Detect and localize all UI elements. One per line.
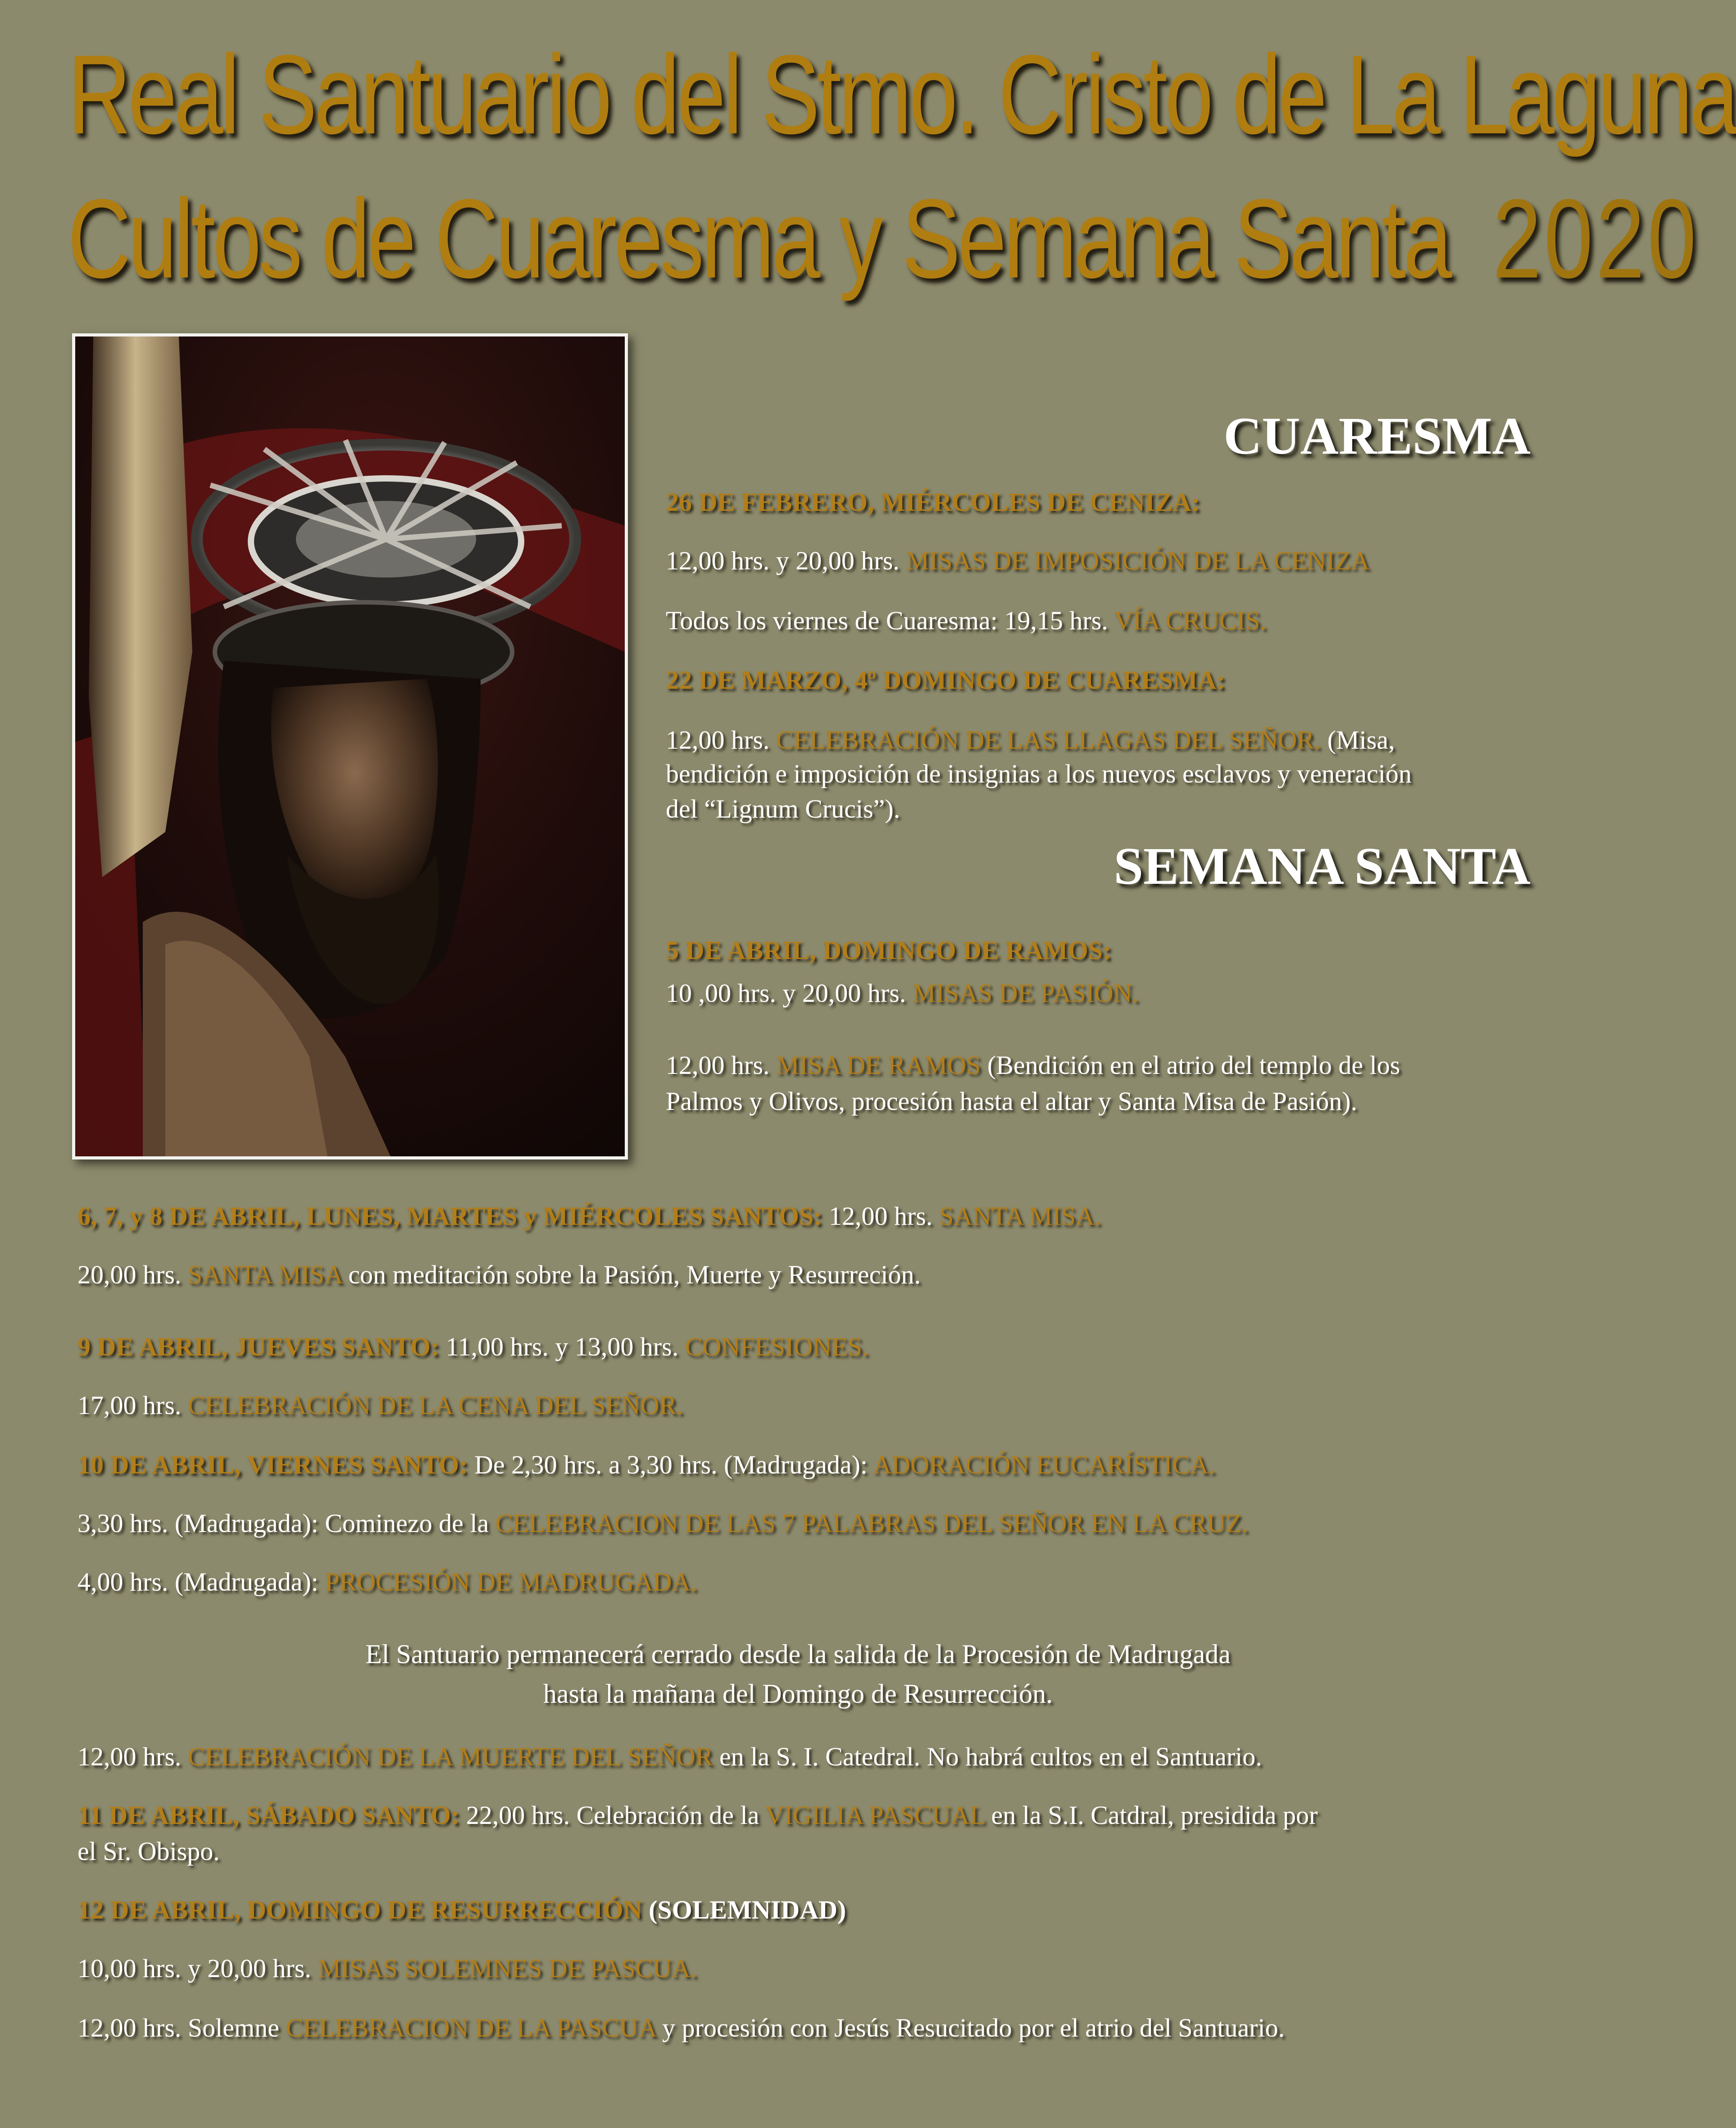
jueves-santo [77,1329,868,1365]
event-name: CONFESIONES. [685,1332,869,1361]
event-date: 12 DE ABRIL, DOMINGO DE RESURRECCIÓN [77,1895,642,1924]
event-time: 12,00 hrs. Solemne [77,2013,286,2042]
event-date: 10 DE ABRIL, VIERNES SANTO: [77,1450,474,1479]
event-time: 22,00 hrs. Celebración de la [466,1801,765,1830]
event-detail: del “Lignum Crucis”). [666,794,900,823]
ramos-date [666,932,1111,969]
event-name: SANTA MISA. [939,1201,1101,1231]
heading-cuaresma: CUARESMA [1223,406,1531,465]
cuaresma-llagas-line-3 [666,791,900,827]
event-name: MISAS DE PASIÓN. [912,978,1139,1008]
notice-line-1: El Santuario permanecerá cerrado desde la salida de la Procesión de Madrugada [365,1639,1231,1669]
domingo-resurreccion [77,1892,846,1928]
event-date: 9 DE ABRIL, JUEVES SANTO: [77,1332,440,1361]
ramos-misa-line-2 [666,1083,1357,1119]
event-time: 12,00 hrs. [666,725,776,755]
event-name: VÍA CRUCIS. [1114,606,1267,635]
cristo-image [75,336,625,1156]
viernes-procesion [77,1564,697,1600]
event-date: 26 DE FEBRERO, MIÉRCOLES DE CENIZA: [666,487,1200,517]
event-name: ADORACIÓN EUCARÍSTICA. [873,1450,1215,1479]
event-time: 12,00 hrs. [666,1050,776,1080]
event-time: 12,00 hrs. [828,1201,939,1231]
cuaresma-via-crucis [666,603,1267,639]
viernes-santo [77,1447,1215,1483]
viernes-palabras [77,1505,1248,1541]
title-line-1: Real Santuario del Stmo. Cristo de La Laguna [68,32,1736,157]
ramos-misa-line-1 [666,1047,1400,1083]
event-date: 5 DE ABRIL, DOMINGO DE RAMOS: [666,936,1112,965]
event-name: MISAS DE IMPOSICIÓN DE LA CENIZA [906,546,1370,575]
event-detail: (SOLEMNIDAD) [642,1895,846,1924]
event-detail: (Misa, [1321,725,1395,755]
domingo-misas [77,1951,697,1987]
title-subtitle: Cultos de Cuaresma y Semana Santa [68,176,1450,301]
event-time: Todos los viernes de Cuaresma: 19,15 hrs. [666,606,1114,635]
event-time: 4,00 hrs. (Madrugada): [77,1567,325,1596]
sabado-santo [77,1797,1318,1833]
event-name: CELEBRACION DE LA PASCUA [286,2013,656,2042]
cuaresma-llagas-line-1 [666,722,1395,758]
event-detail: en la S. I. Catedral. No habrá cultos en el Santuario. [713,1742,1262,1771]
event-detail: Palmos y Olivos, procesión hasta el altar y Santa Misa de Pasión). [666,1087,1358,1116]
event-detail: y procesión con Jesús Resucitado por el atrio del Santuario. [655,2013,1285,2042]
event-name: CELEBRACIÓN DE LA MUERTE DEL SEÑOR [187,1742,713,1771]
event-time: 3,30 hrs. (Madrugada): Cominezo de la [77,1509,495,1538]
event-time: 17,00 hrs. [77,1391,188,1420]
cuaresma-ceniza-masses [666,543,1370,579]
event-detail: el Sr. Obispo. [77,1837,220,1866]
sabado-santo-line-2 [77,1833,220,1869]
event-time: 20,00 hrs. [77,1260,188,1289]
event-detail: con meditación sobre la Pasión, Muerte y Resurreción. [341,1260,921,1289]
event-time: 12,00 hrs. [77,1742,188,1771]
event-name: PROCESIÓN DE MADRUGADA. [325,1567,697,1596]
event-date: 11 DE ABRIL, SÁBADO SANTO: [77,1801,466,1830]
event-name: VIGILIA PASCUAL [765,1801,985,1830]
lunes-martes-miercoles [77,1198,1101,1234]
event-name: CELEBRACIÓN DE LAS LLAGAS DEL SEÑOR. [776,725,1321,755]
event-date: 22 DE MARZO, 4º DOMINGO DE CUARESMA: [666,665,1225,695]
event-name: MISAS SOLEMNES DE PASCUA. [318,1954,697,1983]
title-year: 2020 [1492,176,1700,301]
event-name: CELEBRACION DE LAS 7 PALABRAS DEL SEÑOR EN LA CRUZ. [495,1509,1249,1538]
cuaresma-ceniza-date [666,484,1200,520]
cristo-photo [72,333,628,1159]
event-detail: (Bendición en el atrio del templo de los [981,1050,1400,1080]
domingo-pascua [77,2010,1285,2046]
event-name: CELEBRACIÓN DE LA CENA DEL SEÑOR. [187,1391,683,1420]
event-time: De 2,30 hrs. a 3,30 hrs. (Madrugada): [474,1450,873,1479]
event-detail: en la S.I. Catdral, presidida por [984,1801,1318,1830]
cuaresma-llagas-date [666,662,1225,698]
ramos-masses [666,975,1139,1011]
lunes-evening-mass [77,1257,921,1293]
notice-line-2: hasta la mañana del Domingo de Resurrección. [543,1679,1053,1709]
event-time: 12,00 hrs. y 20,00 hrs. [666,546,906,575]
title-line-2 [68,176,1700,301]
event-time: 10,00 hrs. y 20,00 hrs. [77,1954,318,1983]
jueves-cena [77,1387,683,1423]
event-detail: bendición e imposición de insignias a los nuevos esclavos y veneración [666,759,1412,788]
event-name: SANTA MISA [187,1260,342,1289]
heading-semana-santa: SEMANA SANTA [1113,837,1531,896]
cuaresma-llagas-line-2 [666,756,1412,792]
event-name: MISA DE RAMOS [776,1050,981,1080]
event-time: 10 ,00 hrs. y 20,00 hrs. [666,978,913,1008]
event-time: 11,00 hrs. y 13,00 hrs. [439,1332,685,1361]
event-date: 6, 7, y 8 DE ABRIL, LUNES, MARTES y MIÉRCOLES SANTOS: [77,1201,829,1231]
muerte-senor [77,1739,1262,1775]
title-year-spacer [1449,176,1492,301]
